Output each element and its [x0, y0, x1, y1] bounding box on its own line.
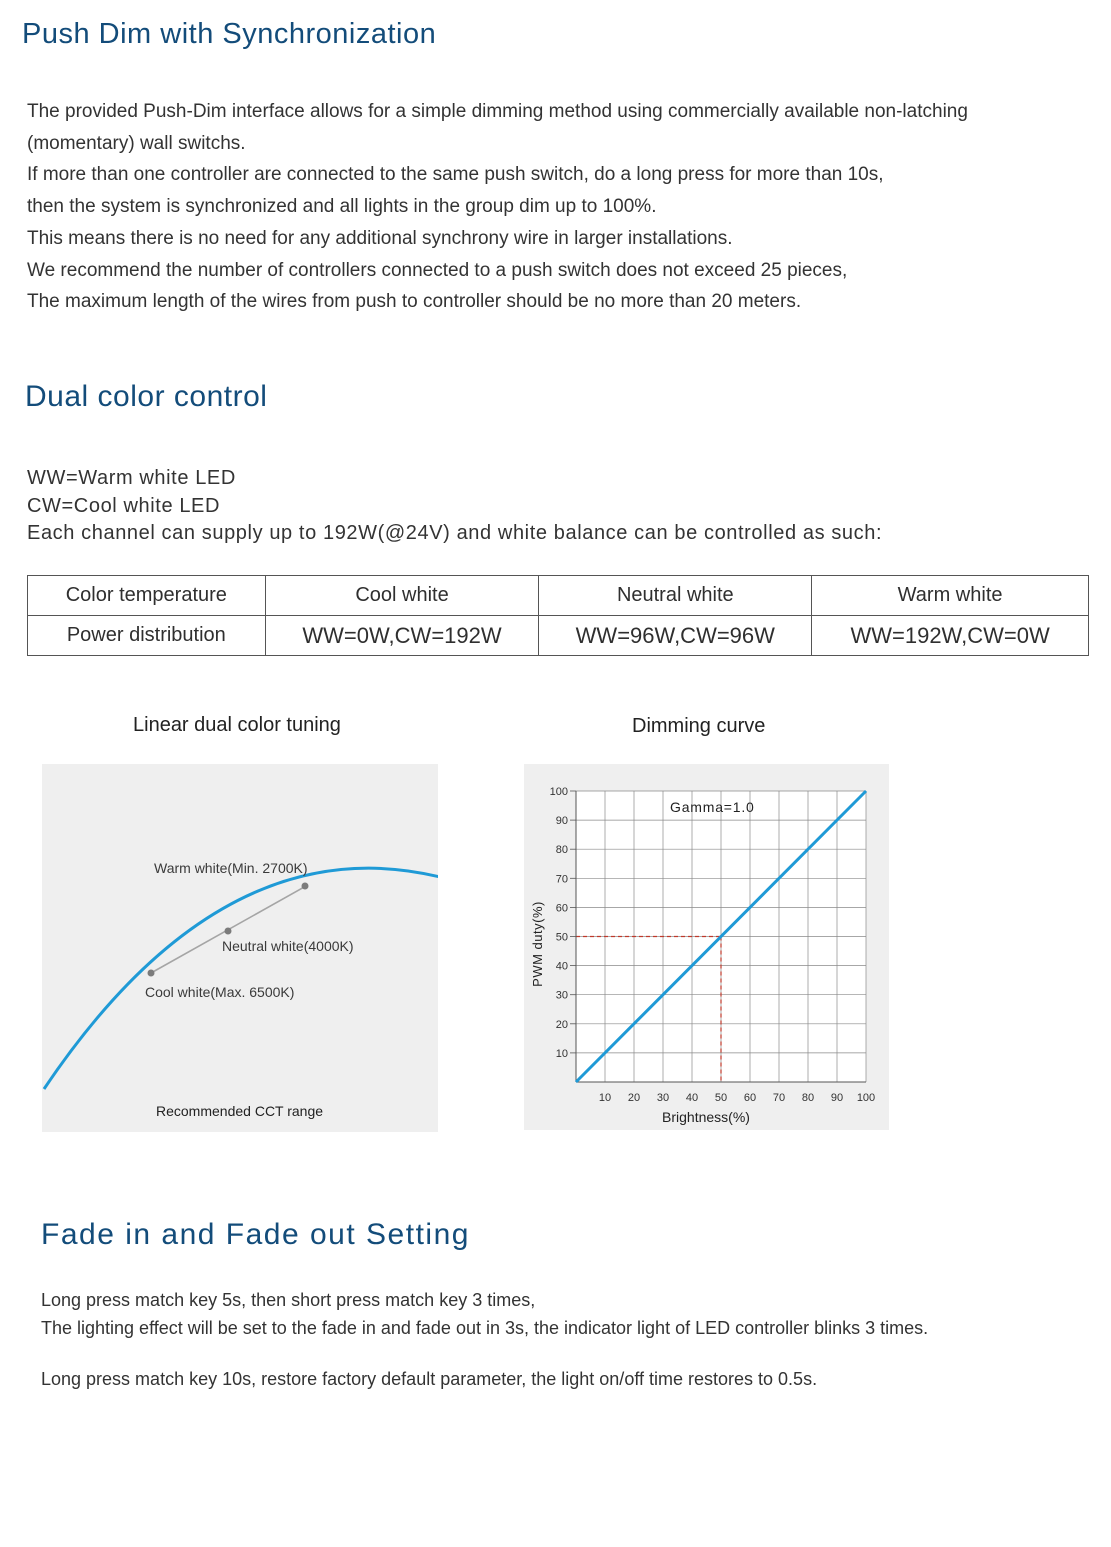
- x-tick-label: 80: [801, 1092, 815, 1104]
- text-line: Each channel can supply up to 192W(@24V) and white balance can be controlled as such:: [27, 522, 883, 544]
- text-line: (momentary) wall switchs.: [27, 132, 246, 154]
- table-cell: WW=96W,CW=96W: [539, 616, 812, 656]
- table-cell: WW=192W,CW=0W: [812, 616, 1089, 656]
- dimming-curve-svg: [524, 764, 889, 1130]
- table-cell: Warm white: [812, 576, 1089, 616]
- cool-label: Cool white(Max. 6500K): [145, 984, 295, 1000]
- x-axis-label: Brightness(%): [662, 1109, 750, 1125]
- push-dim-description: [27, 96, 968, 318]
- table-cell: Power distribution: [28, 616, 266, 656]
- x-tick-label: 90: [830, 1092, 844, 1104]
- table-cell: Color temperature: [28, 576, 266, 616]
- text-line: We recommend the number of controllers connected to a push switch does not exceed 25 pieces,: [27, 259, 848, 281]
- y-tick-label: 100: [549, 786, 568, 798]
- y-tick-label: 30: [555, 989, 568, 1002]
- section-heading-push-dim: Push Dim with Synchronization: [22, 18, 437, 50]
- cct-curve: [44, 868, 438, 1089]
- table-row: [28, 616, 1089, 656]
- y-axis-label: PWM duty(%): [530, 901, 545, 987]
- table-cell: WW=0W,CW=192W: [265, 616, 539, 656]
- section-heading-fade: Fade in and Fade out Setting: [41, 1218, 470, 1251]
- warm-label: Warm white(Min. 2700K): [154, 860, 308, 876]
- text-line: CW=Cool white LED: [27, 494, 221, 517]
- x-tick-label: 20: [627, 1092, 641, 1104]
- y-tick-label: 20: [555, 1018, 568, 1031]
- neutral-point: [225, 928, 232, 935]
- fade-description: [41, 1287, 928, 1342]
- dual-color-description: [27, 465, 882, 548]
- x-tick-label: 60: [743, 1092, 757, 1104]
- cct-caption: Recommended CCT range: [156, 1103, 324, 1119]
- cct-diagram-title: Linear dual color tuning: [133, 714, 341, 736]
- x-tick-label: 30: [656, 1092, 670, 1104]
- text-line: then the system is synchronized and all lights in the group dim up to 100%.: [27, 196, 657, 218]
- cct-diagram-svg: [42, 764, 438, 1132]
- y-tick-label: 50: [555, 931, 568, 944]
- y-tick-label: 80: [555, 844, 568, 857]
- cct-diagram: [42, 764, 438, 1132]
- x-tick-label: 100: [856, 1092, 876, 1104]
- text-line: The lighting effect will be set to the fade in and fade out in 3s, the indicator light of LED controller blinks 3 times.: [41, 1317, 929, 1338]
- text-line: If more than one controller are connected to the same push switch, do a long press for more than 10s,: [27, 164, 884, 186]
- table-row: [28, 576, 1089, 616]
- x-tick-label: 40: [685, 1092, 699, 1104]
- text-line: WW=Warm white LED: [27, 467, 236, 489]
- chart-title: Dimming curve: [632, 715, 766, 737]
- power-distribution-table: [27, 575, 1089, 656]
- text-line: Long press match key 5s, then short press match key 3 times,: [41, 1290, 536, 1310]
- text-line: The maximum length of the wires from push to controller should be no more than 20 meters.: [27, 291, 802, 313]
- text-line: The provided Push-Dim interface allows for a simple dimming method using commercially available non-latching: [27, 101, 968, 122]
- section-heading-dual-color: Dual color control: [25, 380, 268, 413]
- x-tick-label: 70: [772, 1092, 786, 1104]
- dimming-curve-chart: [524, 764, 889, 1130]
- y-tick-label: 60: [555, 902, 568, 915]
- table-cell: Cool white: [265, 576, 539, 616]
- x-tick-label: 50: [714, 1092, 728, 1104]
- text-line: This means there is no need for any additional synchrony wire in larger installations.: [27, 227, 733, 249]
- gamma-annotation: Gamma=1.0: [670, 799, 755, 815]
- y-tick-label: 10: [555, 1047, 568, 1060]
- factory-reset-note: Long press match key 10s, restore factory default parameter, the light on/off time restores to 0.5s.: [41, 1369, 818, 1389]
- y-tick-label: 90: [555, 815, 568, 828]
- neutral-label: Neutral white(4000K): [222, 938, 354, 954]
- cool-point: [148, 970, 155, 977]
- table-cell: Neutral white: [539, 576, 812, 616]
- y-tick-label: 40: [555, 960, 568, 973]
- x-tick-label: 10: [598, 1092, 612, 1104]
- warm-point: [302, 883, 309, 890]
- y-tick-label: 70: [555, 873, 568, 886]
